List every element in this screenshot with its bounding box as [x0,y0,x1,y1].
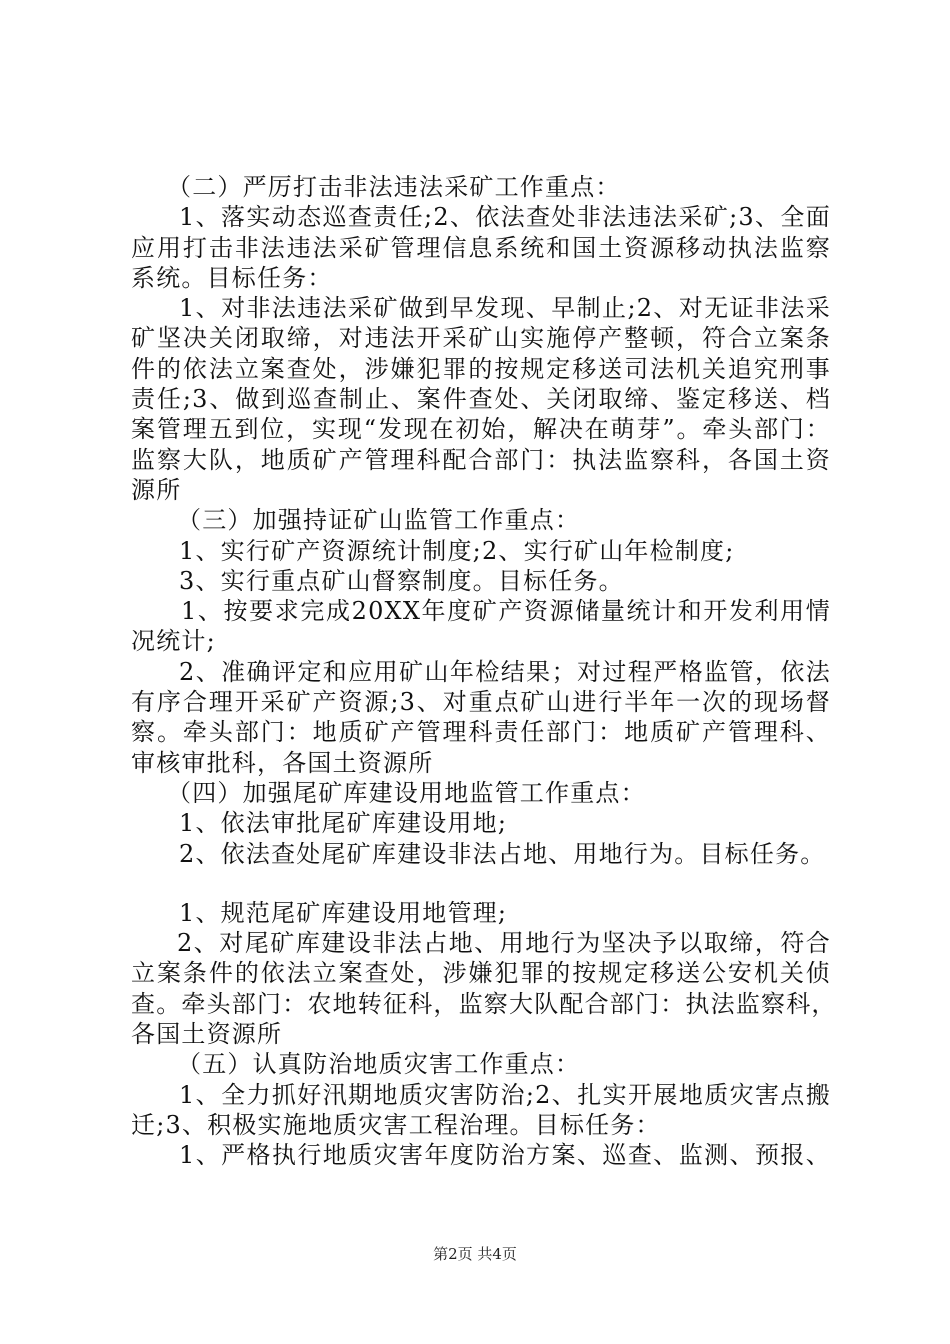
text-line: 1、落实动态巡查责任;2、依法查处非法违法采矿;3、全面 [179,203,831,232]
text-line: （三）加强持证矿山监管工作重点： [177,506,581,535]
page-footer: 第2页 共4页 [433,1245,517,1263]
text-line: 3、实行重点矿山督察制度。目标任务。 [179,566,624,595]
text-line: 1、实行矿产资源统计制度;2、实行矿山年检制度; [179,536,735,565]
document-body [131,172,837,1171]
text-line: 察。牵头部门：地质矿产管理科责任部门：地质矿产管理科、 [131,718,831,747]
paragraph-spacer [131,869,831,898]
text-line: 2、对尾矿库建设非法占地、用地行为坚决予以取缔，符合 [177,929,831,958]
text-line: 应用打击非法违法采矿管理信息系统和国土资源移动执法监察 [131,233,831,262]
text-line: （五）认真防治地质灾害工作重点： [177,1050,581,1079]
text-line: 2、准确评定和应用矿山年检结果；对过程严格监管，依法 [179,657,831,686]
text-line: 监察大队，地质矿产管理科配合部门：执法监察科，各国土资 [131,445,831,474]
text-line: 件的依法立案查处，涉嫌犯罪的按规定移送司法机关追究刑事 [131,354,831,383]
text-line: 系统。目标任务： [131,263,333,292]
text-line: 1、按要求完成20XX年度矿产资源储量统计和开发利用情 [181,597,831,626]
text-line: 矿坚决关闭取缔，对违法开采矿山实施停产整顿，符合立案条 [131,324,831,353]
text-line: 迁;3、积极实施地质灾害工程治理。目标任务： [131,1110,661,1139]
text-line: 审核审批科，各国土资源所 [131,748,434,777]
text-line: 况统计; [131,627,216,656]
text-line: 1、规范尾矿库建设用地管理; [179,898,508,927]
text-line: 1、严格执行地质灾害年度防治方案、巡查、监测、预报、 [179,1141,831,1170]
text-line: 1、对非法违法采矿做到早发现、早制止;2、对无证非法采 [179,294,831,323]
text-line: （四）加强尾矿库建设用地监管工作重点： [167,778,646,807]
text-line: 案管理五到位，实现“发现在初始，解决在萌芽”。牵头部门： [131,415,831,444]
text-line: 1、全力抓好汛期地质灾害防治;2、扎实开展地质灾害点搬 [179,1080,831,1109]
text-line: 各国土资源所 [131,1020,283,1049]
text-line: 1、依法审批尾矿库建设用地; [179,809,508,838]
text-line: 2、依法查处尾矿库建设非法占地、用地行为。目标任务。 [179,839,826,868]
text-line: 源所 [131,475,182,504]
text-line: 有序合理开采矿产资源;3、对重点矿山进行半年一次的现场督 [131,688,831,717]
text-line: 立案条件的依法立案查处，涉嫌犯罪的按规定移送公安机关侦 [131,959,831,988]
text-line: 查。牵头部门：农地转征科，监察大队配合部门：执法监察科， [131,989,837,1018]
text-line: 责任;3、做到巡查制止、案件查处、关闭取缔、鉴定移送、档 [131,385,831,414]
text-line: （二）严厉打击非法违法采矿工作重点： [167,173,621,201]
